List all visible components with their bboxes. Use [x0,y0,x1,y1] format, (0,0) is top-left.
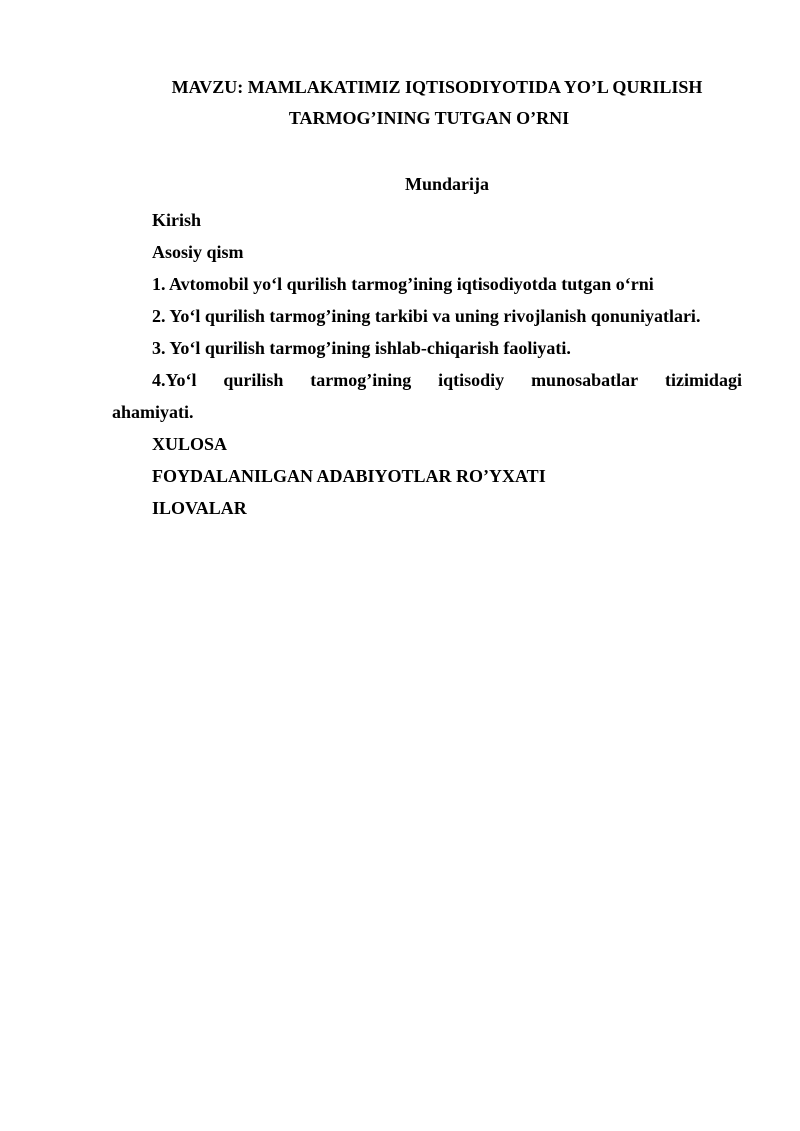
toc-item-4-word: tarmog’ining [310,370,412,390]
toc-item-xulosa: XULOSA [152,434,228,454]
toc-item-kirish: Kirish [152,210,202,230]
toc-item-asosiy-qism: Asosiy qism [152,242,244,262]
table-of-contents [112,204,742,524]
toc-item-4-word: tizimidagi [664,370,742,390]
toc-item-4-word: 4.Yo‘l [152,370,197,390]
toc-item-4-word: munosabatlar [531,370,639,390]
title-line-1: MAVZU: MAMLAKATIMIZ IQTISODIYOTIDA YO’L QURILISH [171,77,703,97]
title-line-2: TARMOG’INING TUTGAN O’RNI [288,108,570,128]
toc-item-adabiyotlar: FOYDALANILGAN ADABIYOTLAR RO’YXATI [152,466,546,486]
toc-item-4-word: iqtisodiy [438,370,505,390]
toc-heading: Mundarija [404,174,489,194]
toc-item-4-word: qurilish [223,370,284,390]
toc-item-ilovalar: ILOVALAR [152,498,247,518]
toc-item-4-first-line [112,364,742,396]
toc-item-3: 3. Yo‘l qurilish tarmog’ining ishlab-chiqarish faoliyati. [152,338,571,358]
toc-item-1: 1. Avtomobil yo‘l qurilish tarmog’ining iqtisodiyotda tutgan o‘rni [152,274,654,294]
toc-item-2: 2. Yo‘l qurilish tarmog’ining tarkibi va uning rivojlanish qonuniyatlari. [152,306,701,326]
page-title [112,72,742,134]
toc-item-4 [112,364,742,428]
toc-item-4-continuation: ahamiyati. [112,402,194,422]
